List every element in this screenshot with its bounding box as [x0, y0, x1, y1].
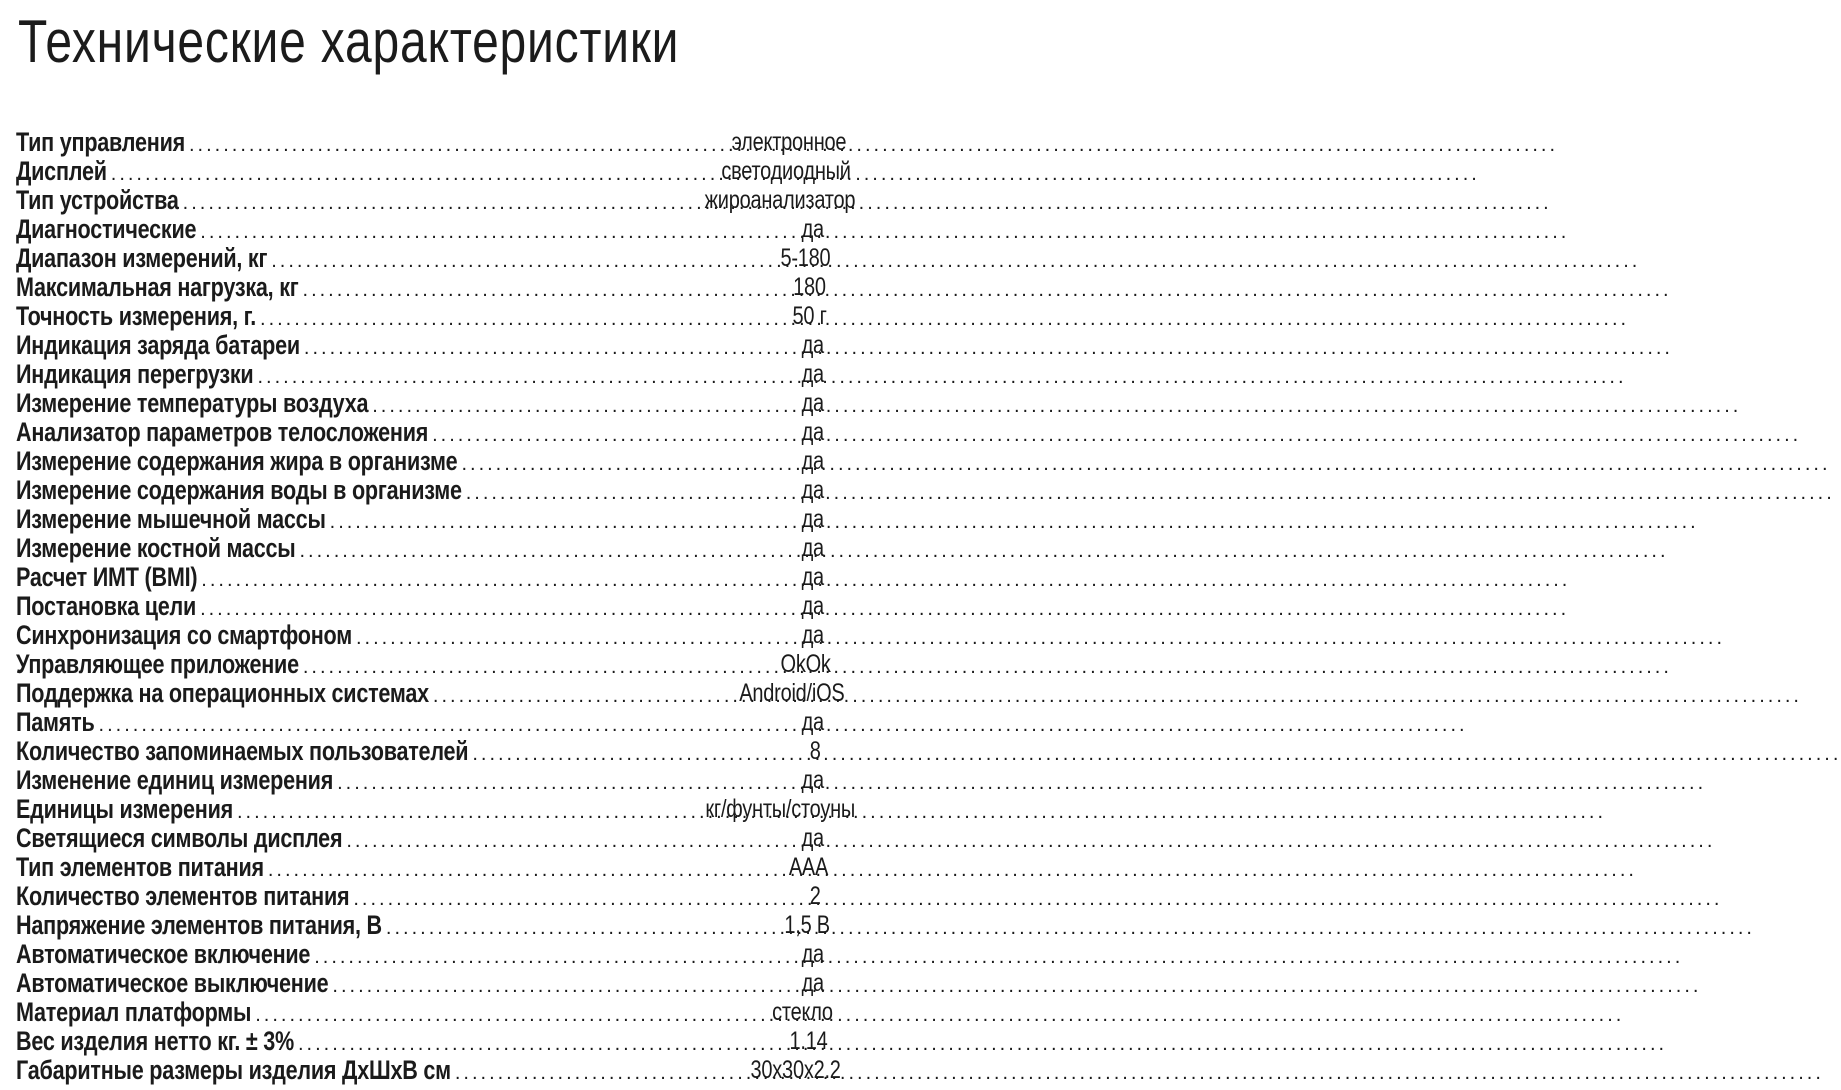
spec-label: Управляющее приложение: [16, 649, 299, 679]
spec-row: [16, 388, 824, 418]
spec-row: [16, 330, 824, 360]
spec-value: Android/iOS: [739, 679, 845, 707]
leader-dots: [433, 684, 709, 708]
leader-dots: [268, 858, 775, 882]
spec-value: да: [801, 447, 824, 475]
leader-dots: [257, 365, 791, 389]
spec-value: да: [801, 592, 824, 620]
leader-dots: [461, 452, 791, 476]
spec-row: [16, 736, 821, 766]
spec-value: стекло: [772, 998, 834, 1026]
leader-dots: [432, 423, 792, 447]
spec-row: [16, 533, 824, 563]
spec-row: [16, 214, 824, 244]
spec-label: Дисплей: [16, 156, 107, 186]
spec-row: [16, 620, 824, 650]
spec-row: [16, 562, 824, 592]
leader-dots: [99, 713, 792, 737]
spec-value: 50 г: [792, 302, 827, 330]
spec-value: да: [801, 534, 824, 562]
leader-dots: [237, 800, 664, 824]
spec-value: светодиодный: [720, 157, 851, 185]
leader-dots: [466, 481, 792, 505]
spec-value: да: [801, 389, 824, 417]
spec-value: да: [801, 563, 824, 591]
spec-value: да: [801, 476, 824, 504]
spec-row: [16, 968, 824, 998]
spec-label: Тип элементов питания: [16, 852, 264, 882]
leader-dots: [314, 945, 791, 969]
spec-value: 180: [793, 273, 827, 301]
spec-label: Диапазон измерений, кг: [16, 243, 268, 273]
spec-value: да: [801, 331, 824, 359]
spec-label: Анализатор параметров телосложения: [16, 417, 429, 447]
spec-row: [16, 794, 856, 824]
spec-value: электронное: [732, 128, 847, 156]
spec-value: да: [801, 824, 824, 852]
spec-value: AAA: [788, 853, 828, 881]
leader-dots: [111, 162, 685, 186]
spec-value: жироанализатор: [705, 186, 856, 214]
spec-label: Максимальная нагрузка, кг: [16, 272, 299, 302]
spec-value: да: [801, 766, 824, 794]
spec-label: Индикация заряда батареи: [16, 330, 300, 360]
spec-value: 8: [809, 737, 821, 765]
spec-row: [16, 591, 824, 621]
spec-row: [16, 185, 856, 215]
spec-row: [16, 417, 824, 447]
leader-dots: [330, 510, 792, 534]
spec-label: Светящиеся символы дисплея: [16, 823, 343, 853]
spec-list: [16, 127, 856, 1085]
spec-row: [16, 997, 834, 1027]
spec-label: Материал платформы: [16, 997, 252, 1027]
spec-label: Поддержка на операционных системах: [16, 678, 429, 708]
spec-value: да: [801, 969, 824, 997]
spec-row: [16, 1026, 828, 1056]
spec-label: Напряжение элементов питания, В: [16, 910, 382, 940]
page-title: Технические характеристики: [18, 8, 680, 75]
leader-dots: [298, 1032, 776, 1056]
leader-dots: [255, 1003, 753, 1027]
spec-label: Тип устройства: [16, 185, 179, 215]
spec-row: [16, 910, 830, 940]
spec-value: да: [801, 505, 824, 533]
spec-label: Постановка цели: [16, 591, 197, 621]
spec-label: Память: [16, 707, 95, 737]
spec-row: [16, 359, 824, 389]
leader-dots: [200, 597, 792, 621]
spec-label: Тип управления: [16, 127, 185, 157]
leader-dots: [353, 887, 803, 911]
spec-label: Изменение единиц измерения: [16, 765, 334, 795]
leader-dots: [455, 1061, 724, 1085]
spec-row: [16, 707, 824, 737]
spec-row: [16, 939, 824, 969]
spec-label: Диагностические: [16, 214, 197, 244]
leader-dots: [200, 220, 791, 244]
spec-value: да: [801, 360, 824, 388]
spec-row: [16, 852, 828, 882]
spec-row: [16, 272, 827, 302]
spec-label: Количество запоминаемых пользователей: [16, 736, 469, 766]
spec-label: Автоматическое включение: [16, 939, 311, 969]
leader-dots: [183, 191, 664, 215]
spec-label: Точность измерения, г.: [16, 301, 257, 331]
spec-label: Измерение мышечной массы: [16, 504, 326, 534]
spec-row: [16, 475, 824, 505]
spec-row: [16, 678, 845, 708]
spec-value: 1.14: [789, 1027, 828, 1055]
leader-dots: [299, 539, 791, 563]
leader-dots: [356, 626, 792, 650]
spec-value: 30x30x2.2: [750, 1056, 841, 1084]
spec-label: Единицы измерения: [16, 794, 233, 824]
spec-value: да: [801, 418, 824, 446]
spec-label: Измерение костной массы: [16, 533, 296, 563]
spec-label: Измерение температуры воздуха: [16, 388, 369, 418]
spec-row: [16, 649, 831, 679]
spec-value: 2: [809, 882, 821, 910]
spec-row: [16, 823, 824, 853]
spec-value: OkOk: [780, 650, 831, 678]
spec-label: Индикация перегрузки: [16, 359, 254, 389]
spec-row: [16, 446, 824, 476]
spec-row: [16, 504, 824, 534]
spec-label: Синхронизация со смартфоном: [16, 620, 352, 650]
leader-dots: [260, 307, 780, 331]
spec-label: Автоматическое выключение: [16, 968, 329, 998]
spec-value: да: [801, 708, 824, 736]
spec-row: [16, 156, 851, 186]
spec-value: да: [801, 940, 824, 968]
leader-dots: [346, 829, 791, 853]
spec-label: Измерение содержания жира в организме: [16, 446, 458, 476]
spec-row: [16, 127, 847, 157]
spec-label: Измерение содержания воды в организме: [16, 475, 462, 505]
leader-dots: [386, 916, 769, 940]
leader-dots: [472, 742, 803, 766]
spec-label: Габаритные размеры изделия ДхШхВ см: [16, 1055, 451, 1085]
spec-row: [16, 765, 824, 795]
spec-value: 5-180: [780, 244, 831, 272]
spec-row: [16, 243, 831, 273]
leader-dots: [271, 249, 764, 273]
spec-label: Расчет ИМТ (BMI): [16, 562, 198, 592]
leader-dots: [303, 278, 782, 302]
spec-value: да: [801, 215, 824, 243]
leader-dots: [372, 394, 791, 418]
leader-dots: [201, 568, 791, 592]
spec-label: Количество элементов питания: [16, 881, 350, 911]
spec-value: да: [801, 621, 824, 649]
spec-row: [16, 881, 821, 911]
leader-dots: [332, 974, 791, 998]
leader-dots: [303, 655, 764, 679]
spec-row: [16, 1055, 841, 1085]
spec-row: [16, 301, 827, 331]
leader-dots: [304, 336, 792, 360]
spec-value: кг/фунты/стоуны: [705, 795, 856, 823]
spec-value: 1,5 В: [783, 911, 830, 939]
leader-dots: [189, 133, 699, 157]
leader-dots: [337, 771, 792, 795]
spec-label: Вес изделия нетто кг. ± 3%: [16, 1026, 295, 1056]
